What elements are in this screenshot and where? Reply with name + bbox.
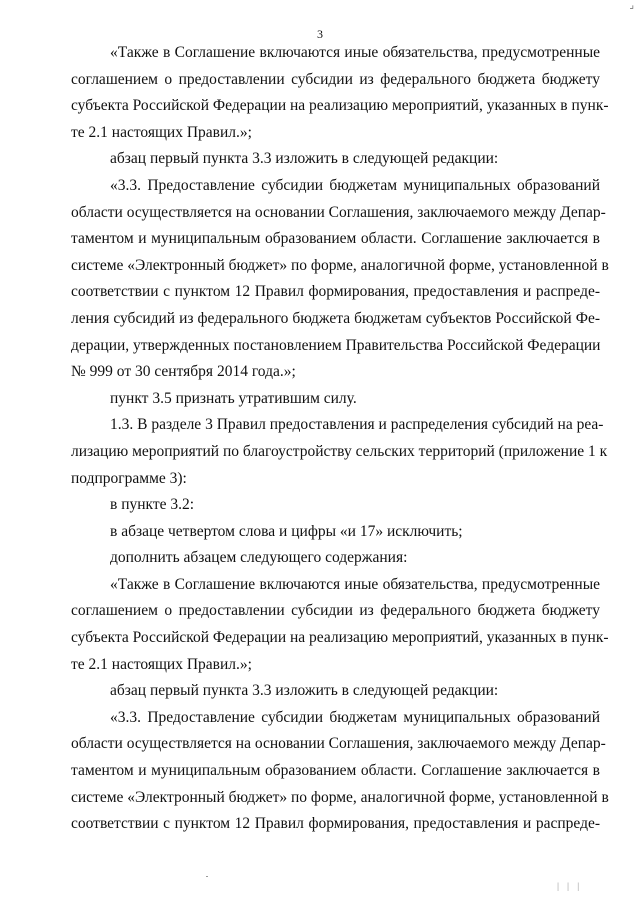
text-line: соглашением о предоставлении субсидии из федерального бюджета бюджету xyxy=(71,70,600,88)
text-line: «Также в Соглашение включаются иные обязательства, предусмотренные xyxy=(110,575,600,593)
text-line: субъекта Российской Федерации на реализацию мероприятий, указанных в пунк- xyxy=(71,97,609,115)
text-line: те 2.1 настоящих Правил.»; xyxy=(71,123,252,141)
text-line: лизацию мероприятий по благоустройству сельских территорий (приложение 1 к xyxy=(71,442,608,460)
paragraph xyxy=(71,545,600,572)
text-line: дополнить абзацем следующего содержания: xyxy=(110,549,408,567)
paragraph xyxy=(71,492,600,519)
paragraph xyxy=(71,386,600,413)
text-line: соглашением о предоставлении субсидии из федерального бюджета бюджету xyxy=(71,602,600,620)
paragraph xyxy=(71,146,600,173)
text-line: «Также в Соглашение включаются иные обязательства, предусмотренные xyxy=(110,44,600,61)
text-line: абзац первый пункта 3.3 изложить в следующей редакции: xyxy=(110,150,499,168)
text-line: области осуществляется на основании Соглашения, заключаемого между Депар- xyxy=(71,203,606,221)
paragraph xyxy=(71,519,600,546)
text-line: № 999 от 30 сентября 2014 года.»; xyxy=(71,363,296,381)
text-line: субъекта Российской Федерации на реализацию мероприятий, указанных в пунк- xyxy=(71,629,609,647)
text-line: в абзаце четвертом слова и цифры «и 17» исключить; xyxy=(110,522,463,540)
paragraph xyxy=(71,173,609,386)
text-line: подпрограмме 3): xyxy=(71,469,187,487)
text-line: пункт 3.5 признать утратившим силу. xyxy=(110,389,357,407)
text-line: ления субсидий из федерального бюджета бюджетам субъектов Российской Фе- xyxy=(71,309,600,327)
paragraph xyxy=(71,412,608,492)
text-line: «3.3. Предоставление субсидии бюджетам муниципальных образований xyxy=(110,708,600,726)
text-line: в пункте 3.2: xyxy=(110,496,195,514)
text-line: области осуществляется на основании Соглашения, заключаемого между Депар- xyxy=(71,735,606,753)
paragraph xyxy=(71,40,609,146)
scan-artifact-marks: | | | xyxy=(557,881,582,891)
text-line: те 2.1 настоящих Правил.»; xyxy=(71,655,252,673)
text-line: системе «Электронный бюджет» по форме, аналогичной форме, установленной в xyxy=(71,256,609,274)
text-line: соответствии с пунктом 12 Правил формирования, предоставления и распреде- xyxy=(71,815,600,833)
text-line: 1.3. В разделе 3 Правил предоставления и распределения субсидий на реа- xyxy=(110,416,604,434)
text-line: таментом и муниципальным образованием области. Соглашение заключается в xyxy=(71,230,600,248)
text-line: системе «Электронный бюджет» по форме, аналогичной форме, установленной в xyxy=(71,788,609,806)
paragraph xyxy=(71,705,609,838)
page-number: 3 xyxy=(317,27,323,41)
paragraph xyxy=(71,678,600,705)
text-line: абзац первый пункта 3.3 изложить в следующей редакции: xyxy=(110,682,499,700)
text-line: «3.3. Предоставление субсидии бюджетам муниципальных образований xyxy=(110,176,600,194)
scan-artifact xyxy=(206,876,208,877)
paragraph xyxy=(71,572,609,678)
scan-corner-mark: ⌟ xyxy=(629,0,634,11)
text-line: таментом и муниципальным образованием области. Соглашение заключается в xyxy=(71,762,600,780)
text-line: дерации, утвержденных постановлением Правительства Российской Федерации xyxy=(71,336,601,354)
document-body xyxy=(71,40,609,838)
text-line: соответствии с пунктом 12 Правил формирования, предоставления и распреде- xyxy=(71,283,600,301)
